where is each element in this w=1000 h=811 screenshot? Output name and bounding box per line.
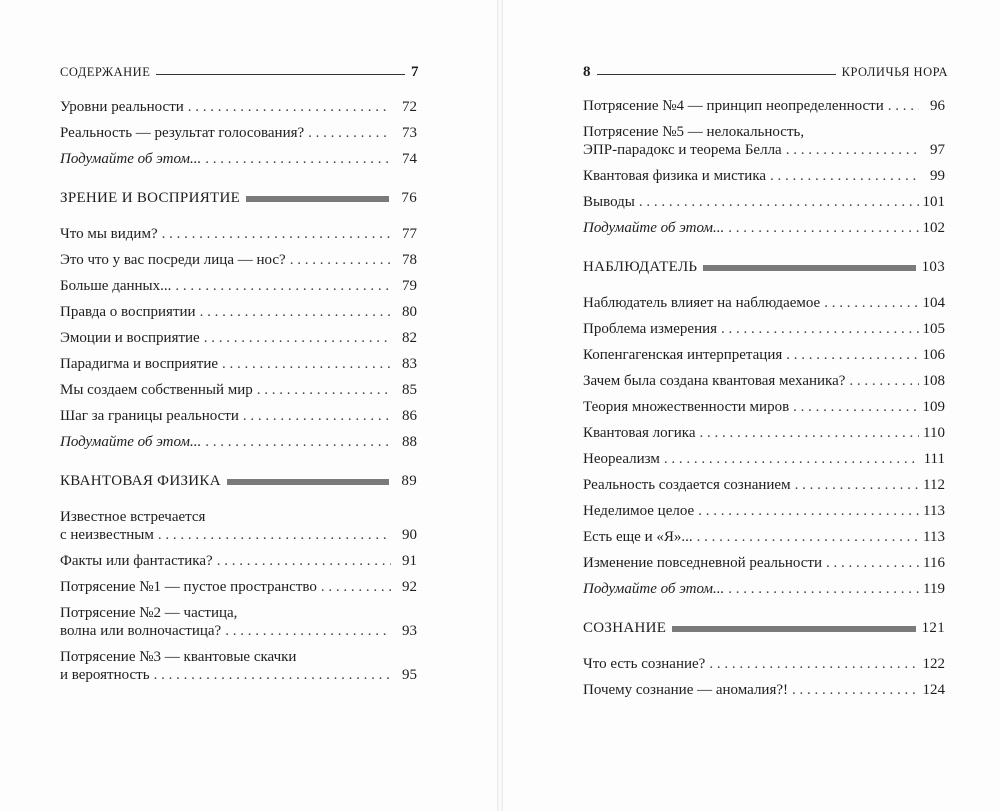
entry-title: Подумайте об этом...: [60, 434, 202, 450]
entry-page-number: 90: [402, 527, 417, 543]
dot-leader: [664, 450, 919, 468]
dot-leader: [728, 219, 918, 237]
entry-title: с неизвестным: [60, 527, 154, 543]
page-number: 7: [411, 63, 419, 80]
entry-page-number: 111: [923, 451, 945, 467]
toc-entry[interactable]: [60, 251, 417, 269]
toc-entry[interactable]: [583, 167, 945, 185]
section-title: СОЗНАНИЕ: [583, 620, 667, 636]
dot-leader: [888, 97, 919, 115]
toc-entry[interactable]: [60, 355, 417, 373]
right-page: [503, 0, 1000, 811]
dot-leader: [200, 303, 391, 321]
dot-leader: [698, 502, 919, 520]
toc-entry[interactable]: [60, 552, 417, 570]
dot-leader: [770, 167, 919, 185]
entry-page-number: 113: [923, 529, 945, 545]
toc-entry[interactable]: [583, 424, 945, 442]
toc-entry[interactable]: [583, 123, 945, 159]
dot-leader: [793, 398, 918, 416]
running-head-title: КРОЛИЧЬЯ НОРА: [841, 64, 948, 79]
entry-title: и вероятность: [60, 667, 150, 683]
entry-page-number: 96: [930, 98, 945, 114]
entry-title: Есть еще и «Я»...: [583, 529, 693, 545]
toc-entry[interactable]: [60, 407, 417, 425]
entry-page-number: 102: [922, 220, 945, 236]
dot-leader: [721, 320, 918, 338]
entry-title: Почему сознание — аномалия?!: [583, 682, 789, 698]
entry-page-number: 101: [922, 194, 945, 210]
entry-page-number: 106: [922, 347, 945, 363]
entry-title: Парадигма и восприятие: [60, 356, 219, 372]
section-bar: [672, 626, 915, 632]
section-page-number: 89: [401, 473, 417, 489]
dot-leader: [217, 552, 391, 570]
dot-leader: [243, 407, 391, 425]
dot-leader: [709, 655, 918, 673]
entry-page-number: 105: [922, 321, 945, 337]
entry-title: Квантовая физика и мистика: [583, 168, 767, 184]
dot-leader: [188, 98, 391, 116]
dot-leader: [290, 251, 391, 269]
entry-page-number: 93: [402, 623, 417, 639]
dot-leader: [792, 681, 918, 699]
dot-leader: [222, 355, 391, 373]
toc-entry[interactable]: [583, 294, 945, 312]
header-rule: [597, 74, 836, 75]
entry-title: Реальность — результат голосования?: [60, 125, 305, 141]
entry-title: волна или волночастица?: [60, 623, 222, 639]
dot-leader: [697, 528, 919, 546]
entry-title-line: Потрясение №2 — частица,: [60, 605, 238, 621]
toc-section-heading[interactable]: [60, 190, 417, 207]
entry-page-number: 113: [923, 503, 945, 519]
entry-page-number: 109: [922, 399, 945, 415]
toc-entry[interactable]: [60, 329, 417, 347]
dot-leader: [154, 666, 391, 684]
entry-page-number: 86: [402, 408, 417, 424]
entry-page-number: 110: [923, 425, 945, 441]
toc-entry[interactable]: [60, 150, 417, 168]
entry-title: Наблюдатель влияет на наблюдаемое: [583, 295, 821, 311]
entry-page-number: 77: [402, 226, 417, 242]
entry-page-number: 85: [402, 382, 417, 398]
entry-page-number: 78: [402, 252, 417, 268]
entry-title-line: Потрясение №5 — нелокальность,: [583, 124, 805, 140]
entry-page-number: 124: [922, 682, 945, 698]
toc-entry[interactable]: [60, 98, 417, 116]
dot-leader: [162, 225, 391, 243]
toc-entry[interactable]: [60, 578, 417, 596]
dot-leader: [786, 141, 919, 159]
entry-title: Зачем была создана квантовая механика?: [583, 373, 846, 389]
toc-entry[interactable]: [60, 124, 417, 142]
entry-page-number: 92: [402, 579, 417, 595]
toc-section-heading[interactable]: [583, 259, 945, 276]
toc-entry[interactable]: [583, 219, 945, 237]
section-bar: [703, 265, 915, 271]
entry-page-number: 104: [922, 295, 945, 311]
section-title: НАБЛЮДАТЕЛЬ: [583, 259, 698, 275]
toc-entry[interactable]: [583, 476, 945, 494]
entry-page-number: 119: [923, 581, 945, 597]
entry-page-number: 108: [922, 373, 945, 389]
toc-entry[interactable]: [583, 681, 945, 699]
entry-title: Проблема измерения: [583, 321, 718, 337]
running-head-title: СОДЕРЖАНИЕ: [60, 64, 151, 79]
toc-entry[interactable]: [60, 508, 417, 544]
entry-title: Больше данных...: [60, 278, 172, 294]
dot-leader: [826, 554, 919, 572]
entry-title: Подумайте об этом...: [583, 220, 725, 236]
toc-entry[interactable]: [583, 554, 945, 572]
entry-page-number: 82: [402, 330, 417, 346]
page-number: 8: [583, 63, 591, 80]
toc-entry[interactable]: [583, 320, 945, 338]
section-page-number: 103: [921, 259, 945, 275]
dot-leader: [205, 433, 391, 451]
toc-entry[interactable]: [60, 648, 417, 684]
toc-entry[interactable]: [60, 277, 417, 295]
dot-leader: [204, 329, 391, 347]
toc-entry[interactable]: [60, 604, 417, 640]
entry-page-number: 91: [402, 553, 417, 569]
dot-leader: [308, 124, 391, 142]
entry-title: Что есть сознание?: [583, 656, 706, 672]
toc-entry[interactable]: [583, 450, 945, 468]
entry-title: Мы создаем собственный мир: [60, 382, 253, 398]
dot-leader: [639, 193, 919, 211]
toc-entry[interactable]: [583, 655, 945, 673]
entry-page-number: 74: [402, 151, 417, 167]
entry-page-number: 122: [922, 656, 945, 672]
entry-title: Неореализм: [583, 451, 660, 467]
entry-page-number: 83: [402, 356, 417, 372]
entry-title: Потрясение №1 — пустое пространство: [60, 579, 317, 595]
dot-leader: [728, 580, 919, 598]
entry-title: Теория множественности миров: [583, 399, 790, 415]
entry-title: Неделимое целое: [583, 503, 695, 519]
section-bar: [246, 196, 389, 202]
running-head: [60, 63, 419, 81]
toc-entry[interactable]: [60, 303, 417, 321]
entry-page-number: 95: [402, 667, 417, 683]
entry-title-line: Потрясение №3 — квантовые скачки: [60, 649, 297, 665]
dot-leader: [824, 294, 918, 312]
dot-leader: [700, 424, 919, 442]
entry-page-number: 99: [930, 168, 945, 184]
toc-entry[interactable]: [583, 97, 945, 115]
table-of-contents: [583, 97, 945, 707]
dot-leader: [321, 578, 391, 596]
section-page-number: 121: [921, 620, 945, 636]
entry-page-number: 112: [923, 477, 945, 493]
toc-entry[interactable]: [583, 372, 945, 390]
section-title: КВАНТОВАЯ ФИЗИКА: [60, 473, 221, 489]
entry-title-line: Известное встречается: [60, 509, 206, 525]
dot-leader: [205, 150, 391, 168]
entry-title: Копенгагенская интерпретация: [583, 347, 783, 363]
entry-title: Потрясение №4 — принцип неопределенности: [583, 98, 884, 114]
running-head: [583, 63, 948, 81]
entry-title: Реальность создается сознанием: [583, 477, 791, 493]
entry-title: Подумайте об этом...: [60, 151, 202, 167]
entry-page-number: 80: [402, 304, 417, 320]
entry-page-number: 79: [402, 278, 417, 294]
toc-entry[interactable]: [583, 193, 945, 211]
entry-page-number: 72: [402, 99, 417, 115]
entry-title: Что мы видим?: [60, 226, 158, 242]
entry-title: Факты или фантастика?: [60, 553, 213, 569]
toc-entry[interactable]: [60, 433, 417, 451]
toc-section-heading[interactable]: [60, 473, 417, 490]
dot-leader: [257, 381, 391, 399]
toc-entry[interactable]: [583, 580, 945, 598]
dot-leader: [175, 277, 391, 295]
entry-page-number: 88: [402, 434, 417, 450]
entry-title: Уровни реальности: [60, 99, 184, 115]
toc-entry[interactable]: [60, 225, 417, 243]
section-bar: [227, 479, 389, 485]
entry-title: Это что у вас посреди лица — нос?: [60, 252, 286, 268]
section-title: ЗРЕНИЕ И ВОСПРИЯТИЕ: [60, 190, 241, 206]
entry-title: Правда о восприятии: [60, 304, 196, 320]
entry-title: Изменение повседневной реальности: [583, 555, 822, 571]
entry-title: Шаг за границы реальности: [60, 408, 239, 424]
dot-leader: [849, 372, 918, 390]
entry-title: ЭПР-парадокс и теорема Белла: [583, 142, 782, 158]
entry-page-number: 73: [402, 125, 417, 141]
dot-leader: [158, 526, 391, 544]
toc-entry[interactable]: [60, 381, 417, 399]
dot-leader: [225, 622, 391, 640]
entry-title: Эмоции и восприятие: [60, 330, 200, 346]
toc-entry[interactable]: [583, 502, 945, 520]
header-rule: [156, 74, 405, 75]
entry-title: Квантовая логика: [583, 425, 696, 441]
toc-section-heading[interactable]: [583, 620, 945, 637]
dot-leader: [795, 476, 919, 494]
left-page: [0, 0, 497, 811]
entry-title: Подумайте об этом...: [583, 581, 725, 597]
entry-page-number: 97: [930, 142, 945, 158]
entry-title: Выводы: [583, 194, 635, 210]
toc-entry[interactable]: [583, 398, 945, 416]
entry-page-number: 116: [923, 555, 945, 571]
table-of-contents: [60, 98, 417, 692]
dot-leader: [786, 346, 918, 364]
toc-entry[interactable]: [583, 528, 945, 546]
toc-entry[interactable]: [583, 346, 945, 364]
section-page-number: 76: [401, 190, 417, 206]
